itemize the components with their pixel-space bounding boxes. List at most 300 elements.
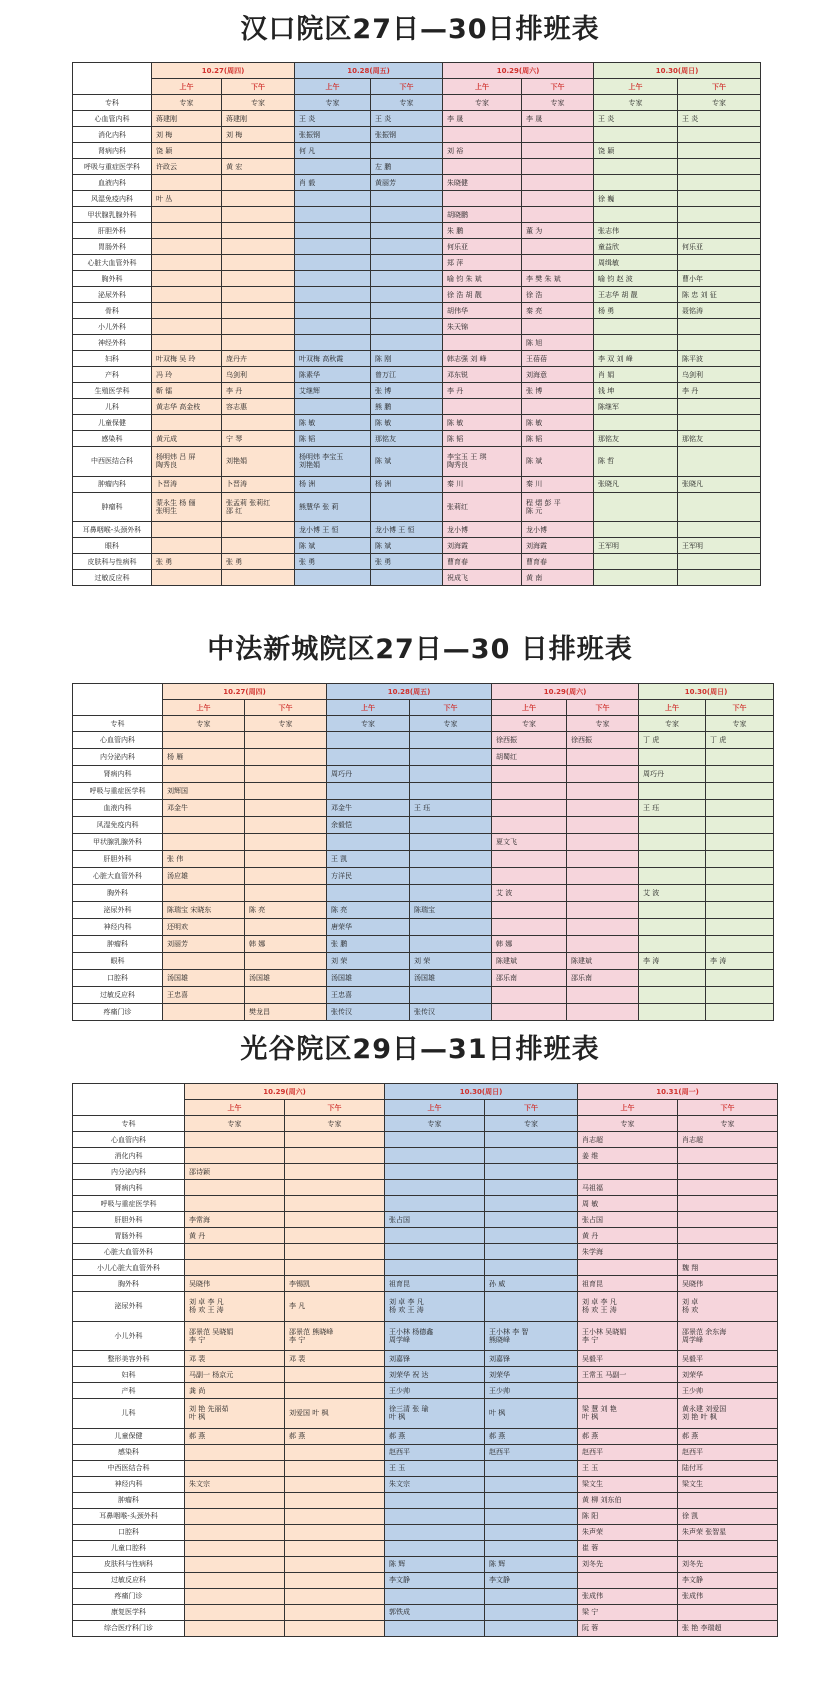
department-name: 呼吸与重症医学科 (73, 1196, 185, 1212)
doctor-cell (163, 1004, 245, 1021)
doctor-cell: 王志华 胡 靓 (594, 287, 678, 303)
day-header: 10.29(周六) (443, 63, 594, 79)
doctor-cell (522, 143, 594, 159)
doctor-cell (567, 919, 639, 936)
department-name: 甲状腺乳腺外科 (73, 834, 163, 851)
doctor-cell (185, 1244, 285, 1260)
doctor-cell (678, 492, 761, 522)
department-name: 小儿外科 (73, 1321, 185, 1351)
doctor-cell: 曾万江 (371, 367, 443, 383)
doctor-cell (385, 1588, 485, 1604)
doctor-cell (385, 1228, 485, 1244)
doctor-cell (295, 223, 371, 239)
doctor-cell: 陈 斌 (295, 538, 371, 554)
table-row (73, 970, 774, 987)
table-row (73, 383, 761, 399)
department-name: 骨科 (73, 303, 152, 319)
doctor-cell (222, 538, 295, 554)
day-header: 10.27(周四) (163, 684, 327, 700)
am-header: 上午 (492, 700, 567, 716)
schedule-table (72, 62, 761, 586)
doctor-cell (152, 207, 222, 223)
doctor-cell (678, 1604, 778, 1620)
doctor-cell (152, 538, 222, 554)
doctor-cell: 王少帅 (385, 1383, 485, 1399)
doctor-cell: 陈 敏 (371, 415, 443, 431)
doctor-cell: 杨 洲 (371, 476, 443, 492)
expert-header: 专家 (371, 95, 443, 111)
doctor-cell: 靳 镭 (152, 383, 222, 399)
doctor-cell (185, 1321, 285, 1351)
doctor-cell: 王 炎 (678, 111, 761, 127)
doctor-cell: 张振钢 (295, 127, 371, 143)
doctor-cell (485, 1492, 578, 1508)
doctor-cell (245, 919, 327, 936)
department-name: 疼痛门诊 (73, 1588, 185, 1604)
doctor-cell: 郝 燕 (285, 1428, 385, 1444)
department-name: 神经内科 (73, 1476, 185, 1492)
doctor-line: 李 宁 (582, 1335, 599, 1344)
doctor-cell (385, 1508, 485, 1524)
doctor-cell: 刘嘉锋 (385, 1351, 485, 1367)
period-header-row (73, 700, 774, 716)
doctor-cell (594, 319, 678, 335)
doctor-cell (285, 1540, 385, 1556)
doctor-cell: 陈 敏 (295, 415, 371, 431)
doctor-cell (594, 335, 678, 351)
table-row (73, 1180, 778, 1196)
table-row (73, 1604, 778, 1620)
doctor-cell: 周巧丹 (327, 766, 410, 783)
table-row (73, 817, 774, 834)
doctor-cell (567, 902, 639, 919)
doctor-cell: 王少帅 (678, 1383, 778, 1399)
table-row (73, 1276, 778, 1292)
doctor-cell (185, 1540, 285, 1556)
doctor-cell (185, 1260, 285, 1276)
doctor-cell (706, 749, 774, 766)
period-header-row (73, 79, 761, 95)
doctor-cell (678, 1292, 778, 1322)
doctor-cell (285, 1383, 385, 1399)
doctor-cell: 冯 玲 (152, 367, 222, 383)
doctor-cell: 张 鹏 (327, 936, 410, 953)
doctor-line: 杨 欢 王 涛 (189, 1306, 224, 1315)
department-name: 疼痛门诊 (73, 1004, 163, 1021)
department-name: 肾病内科 (73, 143, 152, 159)
table-row (73, 239, 761, 255)
doctor-cell (522, 127, 594, 143)
pm-header: 下午 (522, 79, 594, 95)
doctor-cell: 那铭友 (371, 431, 443, 447)
doctor-cell: 聂铭涛 (678, 303, 761, 319)
doctor-cell (222, 570, 295, 586)
doctor-cell: 周巧丹 (639, 766, 706, 783)
doctor-cell: 朱晓健 (443, 175, 522, 191)
table-row (73, 766, 774, 783)
doctor-cell: 吴毅平 (578, 1351, 678, 1367)
doctor-cell: 喻 钧 朱 斌 (443, 271, 522, 287)
doctor-cell (285, 1604, 385, 1620)
table-row (73, 554, 761, 570)
doctor-cell: 宁 琴 (222, 431, 295, 447)
doctor-cell (295, 159, 371, 175)
doctor-cell: 唐荣华 (327, 919, 410, 936)
day-header-row (73, 63, 761, 79)
doctor-cell: 邓金牛 (327, 800, 410, 817)
doctor-cell (678, 554, 761, 570)
table-row (73, 223, 761, 239)
doctor-cell (295, 239, 371, 255)
doctor-line: 张明生 (156, 506, 177, 515)
doctor-cell (295, 287, 371, 303)
doctor-cell (410, 783, 492, 800)
doctor-cell: 祖育昆 (385, 1276, 485, 1292)
doctor-cell (567, 868, 639, 885)
doctor-cell: 丁 虎 (706, 732, 774, 749)
department-name: 血液内科 (73, 800, 163, 817)
doctor-cell: 周 敏 (578, 1196, 678, 1212)
doctor-line: 李 宁 (289, 1335, 306, 1344)
department-name: 神经内科 (73, 919, 163, 936)
doctor-cell: 王常玉 马副一 (578, 1367, 678, 1383)
doctor-cell (522, 239, 594, 255)
table-row (73, 538, 761, 554)
doctor-cell (152, 223, 222, 239)
department-name: 儿科 (73, 399, 152, 415)
doctor-cell (327, 834, 410, 851)
doctor-cell (285, 1460, 385, 1476)
doctor-cell (594, 159, 678, 175)
doctor-cell: 刘荣华 (485, 1367, 578, 1383)
expert-header: 专家 (245, 716, 327, 732)
doctor-cell (706, 851, 774, 868)
doctor-cell (285, 1476, 385, 1492)
expert-header: 专家 (594, 95, 678, 111)
doctor-cell (185, 1180, 285, 1196)
table-row (73, 749, 774, 766)
table-row (73, 1004, 774, 1021)
table-row (73, 143, 761, 159)
doctor-cell: 刘海霞 (443, 538, 522, 554)
doctor-cell: 刘 荣 (327, 953, 410, 970)
doctor-cell: 杨 雁 (163, 749, 245, 766)
expert-header: 专家 (410, 716, 492, 732)
doctor-cell (245, 817, 327, 834)
doctor-cell (678, 1180, 778, 1196)
department-name: 风湿免疫内科 (73, 191, 152, 207)
department-name: 小儿外科 (73, 319, 152, 335)
doctor-cell (594, 127, 678, 143)
doctor-cell: 艾 波 (492, 885, 567, 902)
doctor-line: 张孟莉 张莉红 (226, 498, 271, 507)
doctor-cell (385, 1292, 485, 1322)
doctor-cell: 李 丹 (222, 383, 295, 399)
doctor-cell: 陈 斌 (522, 447, 594, 477)
doctor-cell (678, 191, 761, 207)
doctor-cell (185, 1492, 285, 1508)
department-name: 泌尿外科 (73, 1292, 185, 1322)
doctor-cell (152, 522, 222, 538)
doctor-line: 李宝玉 王 琪 (447, 453, 487, 462)
doctor-line: 周学峰 (389, 1335, 411, 1344)
doctor-cell: 朱声荣 (578, 1524, 678, 1540)
doctor-cell (639, 919, 706, 936)
doctor-cell (485, 1292, 578, 1322)
doctor-cell (485, 1148, 578, 1164)
department-name: 肿瘤科 (73, 1492, 185, 1508)
doctor-cell (222, 319, 295, 335)
department-name: 耳鼻咽喉-头颈外科 (73, 1508, 185, 1524)
department-name: 康复医学科 (73, 1604, 185, 1620)
table-row (73, 570, 761, 586)
doctor-cell: 邓 裴 (185, 1351, 285, 1367)
doctor-cell (578, 1321, 678, 1351)
pm-header: 下午 (678, 79, 761, 95)
doctor-cell (485, 1476, 578, 1492)
doctor-cell: 曹小年 (678, 271, 761, 287)
doctor-cell (485, 1508, 578, 1524)
doctor-cell (371, 492, 443, 522)
doctor-cell (163, 732, 245, 749)
table-row (73, 936, 774, 953)
doctor-cell (567, 885, 639, 902)
corner-cell (73, 63, 152, 95)
table-row (73, 987, 774, 1004)
doctor-cell (385, 1620, 485, 1636)
doctor-cell: 邵诗颖 (185, 1164, 285, 1180)
doctor-cell (222, 175, 295, 191)
table-row (73, 1620, 778, 1636)
department-name: 口腔科 (73, 1524, 185, 1540)
department-name: 血液内科 (73, 175, 152, 191)
department-name: 妇科 (73, 351, 152, 367)
doctor-cell: 那铭友 (678, 431, 761, 447)
doctor-cell: 乌剑利 (222, 367, 295, 383)
doctor-cell (385, 1492, 485, 1508)
doctor-cell: 陈 韬 (295, 431, 371, 447)
doctor-cell: 邵乐南 (567, 970, 639, 987)
doctor-cell (152, 287, 222, 303)
doctor-cell (222, 335, 295, 351)
doctor-cell (485, 1321, 578, 1351)
department-name: 过敏反应科 (73, 987, 163, 1004)
doctor-cell (678, 1399, 778, 1429)
day-header: 10.27(周四) (152, 63, 295, 79)
doctor-cell (295, 271, 371, 287)
doctor-cell: 陈 辉 (385, 1556, 485, 1572)
table-row (73, 319, 761, 335)
doctor-line: 叶 枫 (189, 1413, 206, 1422)
table-row (73, 492, 761, 522)
doctor-cell (567, 936, 639, 953)
doctor-cell (678, 255, 761, 271)
doctor-cell (185, 1588, 285, 1604)
doctor-cell: 陈平波 (678, 351, 761, 367)
pm-header: 下午 (678, 1100, 778, 1116)
pm-header: 下午 (706, 700, 774, 716)
doctor-cell (385, 1321, 485, 1351)
doctor-cell: 陈 哲 (594, 447, 678, 477)
doctor-cell (578, 1164, 678, 1180)
doctor-cell: 陈建斌 (492, 953, 567, 970)
doctor-cell (567, 749, 639, 766)
pm-header: 下午 (285, 1100, 385, 1116)
doctor-cell (492, 817, 567, 834)
doctor-cell (371, 239, 443, 255)
doctor-cell: 王军明 (594, 538, 678, 554)
doctor-cell (639, 834, 706, 851)
doctor-cell: 张 勇 (222, 554, 295, 570)
doctor-cell: 邓金牛 (163, 800, 245, 817)
doctor-cell (327, 749, 410, 766)
table-row (73, 522, 761, 538)
doctor-cell (410, 749, 492, 766)
department-name: 肿瘤内科 (73, 476, 152, 492)
doctor-cell (185, 1556, 285, 1572)
doctor-line: 周学峰 (682, 1335, 704, 1344)
doctor-cell: 张 艳 李瑞超 (678, 1620, 778, 1636)
doctor-cell (639, 749, 706, 766)
schedule-section (0, 10, 840, 630)
doctor-cell: 黄丽芳 (371, 175, 443, 191)
doctor-cell (285, 1556, 385, 1572)
section-title: 光谷院区29日—31日排班表 (240, 1034, 600, 1065)
doctor-line: 陶秀良 (156, 461, 177, 470)
table-row (73, 800, 774, 817)
doctor-cell (678, 1244, 778, 1260)
doctor-cell (639, 902, 706, 919)
table-row (73, 1228, 778, 1244)
department-name: 过敏反应科 (73, 1572, 185, 1588)
doctor-cell: 祝成飞 (443, 570, 522, 586)
doctor-cell: 汤应雄 (163, 868, 245, 885)
table-row (73, 1556, 778, 1572)
doctor-cell: 崔 蓉 (578, 1540, 678, 1556)
doctor-cell: 王 玉 (385, 1460, 485, 1476)
doctor-line: 叶 枫 (389, 1413, 406, 1422)
doctor-line: 叶 枫 (582, 1413, 599, 1422)
doctor-cell: 容志惠 (222, 399, 295, 415)
doctor-cell: 郝 燕 (485, 1428, 578, 1444)
doctor-cell: 黄元成 (152, 431, 222, 447)
doctor-cell: 陈 旭 (522, 335, 594, 351)
doctor-cell (410, 919, 492, 936)
department-name: 泌尿外科 (73, 287, 152, 303)
doctor-cell (492, 851, 567, 868)
doctor-line: 李 宁 (189, 1335, 206, 1344)
doctor-cell: 张成伟 (678, 1588, 778, 1604)
doctor-cell: 胡晓鹏 (443, 207, 522, 223)
doctor-cell: 王蓓蓓 (522, 351, 594, 367)
doctor-cell: 刘 梅 (222, 127, 295, 143)
doctor-cell (385, 1164, 485, 1180)
department-name: 儿童保健 (73, 1428, 185, 1444)
doctor-line: 杨明炜 李宝玉 (299, 453, 344, 462)
doctor-cell (594, 554, 678, 570)
doctor-cell: 郭铁成 (385, 1604, 485, 1620)
doctor-cell (163, 766, 245, 783)
table-row (73, 287, 761, 303)
doctor-cell: 刘荣华 (678, 1367, 778, 1383)
doctor-cell: 赵西平 (485, 1444, 578, 1460)
doctor-cell (485, 1212, 578, 1228)
department-name: 心脏大血管外科 (73, 255, 152, 271)
doctor-cell: 李常海 (185, 1212, 285, 1228)
doctor-cell (285, 1212, 385, 1228)
doctor-cell (285, 1260, 385, 1276)
doctor-cell: 马副一 杨京元 (185, 1367, 285, 1383)
doctor-cell: 夏文飞 (492, 834, 567, 851)
table-row (73, 1196, 778, 1212)
department-name: 过敏反应科 (73, 570, 152, 586)
doctor-cell (222, 415, 295, 431)
doctor-cell: 张成伟 (578, 1588, 678, 1604)
department-name: 妇科 (73, 1367, 185, 1383)
doctor-cell (245, 732, 327, 749)
doctor-cell: 王 玉 (578, 1460, 678, 1476)
table-row (73, 431, 761, 447)
table-row (73, 1508, 778, 1524)
doctor-cell: 陈 阳 (578, 1508, 678, 1524)
department-name: 呼吸与重症医学科 (73, 783, 163, 800)
table-row (73, 1244, 778, 1260)
doctor-cell (371, 223, 443, 239)
doctor-cell (706, 902, 774, 919)
am-header: 上午 (578, 1100, 678, 1116)
doctor-cell (371, 335, 443, 351)
department-name: 消化内科 (73, 1148, 185, 1164)
doctor-cell: 陈 斌 (371, 538, 443, 554)
doctor-cell (152, 335, 222, 351)
doctor-line: 刘 卓 李 凡 (389, 1298, 424, 1307)
department-name: 肝胆外科 (73, 1212, 185, 1228)
doctor-cell (410, 936, 492, 953)
doctor-cell: 何 凡 (295, 143, 371, 159)
table-row (73, 1476, 778, 1492)
doctor-line: 黄永建 刘爱国 (682, 1405, 727, 1414)
doctor-line: 杨 欢 王 涛 (582, 1306, 617, 1315)
doctor-cell (285, 1524, 385, 1540)
department-name: 感染科 (73, 431, 152, 447)
doctor-cell: 肖志超 (578, 1132, 678, 1148)
day-header: 10.28(周五) (295, 63, 443, 79)
doctor-cell (594, 492, 678, 522)
doctor-line: 邵 红 (226, 506, 243, 515)
doctor-line: 陶秀良 (447, 461, 469, 470)
doctor-cell (485, 1588, 578, 1604)
doctor-cell: 蒋建刚 (222, 111, 295, 127)
doctor-cell: 艾 波 (639, 885, 706, 902)
doctor-cell (371, 143, 443, 159)
doctor-cell (706, 1004, 774, 1021)
doctor-cell (492, 919, 567, 936)
doctor-cell (385, 1524, 485, 1540)
doctor-cell: 朱 鹏 (443, 223, 522, 239)
doctor-cell (385, 1132, 485, 1148)
doctor-cell: 刘 荣 (410, 953, 492, 970)
doctor-cell (295, 570, 371, 586)
doctor-cell (185, 1444, 285, 1460)
dept-column-header: 专科 (73, 716, 163, 732)
doctor-cell (222, 522, 295, 538)
corner-cell (73, 1084, 185, 1116)
doctor-cell: 张 博 (371, 383, 443, 399)
doctor-cell (522, 492, 594, 522)
doctor-line: 王小林 杨德鑫 (389, 1327, 434, 1336)
doctor-cell (485, 1196, 578, 1212)
table-row (73, 919, 774, 936)
